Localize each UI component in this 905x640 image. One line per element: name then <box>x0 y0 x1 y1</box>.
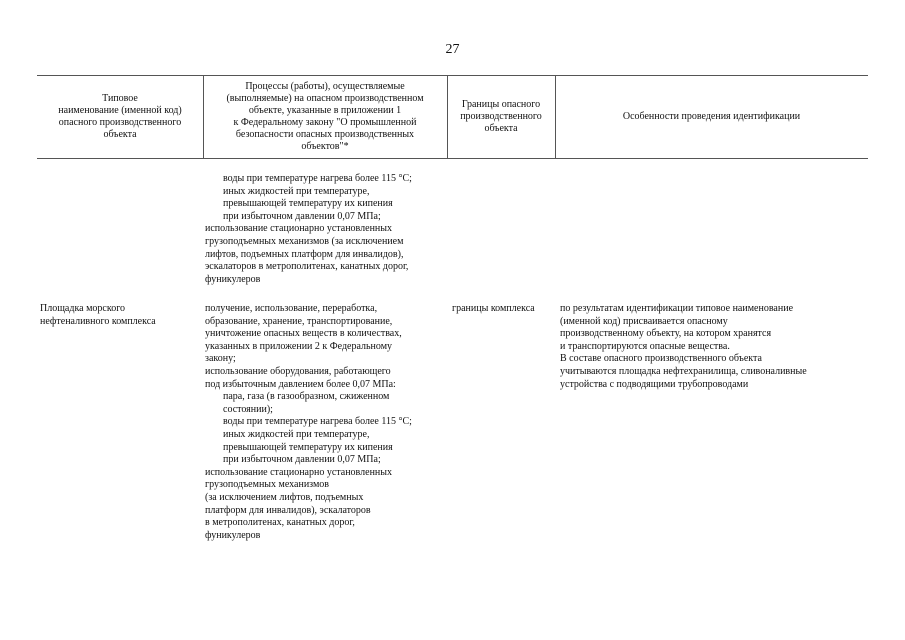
identification-features-cell <box>560 303 807 391</box>
text-line: безопасности опасных производственных <box>235 128 415 140</box>
text-line: устройства с подводящими трубопроводами <box>560 378 749 390</box>
processes-cell <box>205 303 412 542</box>
text-line: опасного производственного <box>58 116 182 128</box>
text-line: (именной код) присваивается опасному <box>560 315 728 327</box>
text-line: фуникулеров <box>205 273 261 285</box>
text-line: эскалаторов в метрополитенах, канатных дорог, <box>205 261 409 273</box>
header-identification-features <box>555 75 868 158</box>
text-line: объекте, указанные в приложении 1 <box>248 104 402 116</box>
text-line: при избыточном давлении 0,07 МПа; <box>223 454 381 466</box>
text-line: платформ для инвалидов), эскалаторов <box>205 504 371 516</box>
text-line: превышающей температуру их кипения <box>223 441 393 453</box>
text-line: и транспортируются опасные вещества. <box>560 340 730 352</box>
header-object-name <box>37 75 203 158</box>
text-line: объектов"* <box>301 140 349 152</box>
text-line: закону; <box>205 353 236 365</box>
continuation-processes <box>205 173 412 286</box>
table-header-bottom-rule <box>37 158 868 159</box>
page-number: 27 <box>445 42 460 57</box>
text-line: грузоподъемных механизмов <box>205 479 330 491</box>
text-line: объекта <box>103 128 137 140</box>
object-name-cell <box>40 303 156 328</box>
text-line: учитываются площадка нефтехранилища, сливоналивные <box>560 365 807 377</box>
text-line: образование, хранение, транспортирование, <box>205 315 393 327</box>
text-line: фуникулеров <box>205 529 261 541</box>
header-boundaries <box>447 75 555 158</box>
text-line: воды при температуре нагрева более 115 °C; <box>223 173 412 184</box>
text-line: Площадка морского <box>40 303 126 314</box>
text-line: превышающей температуру их кипения <box>223 198 393 210</box>
text-line: наименование (именной код) <box>58 104 182 116</box>
text-line: (выполняемые) на опасном производственном <box>226 92 424 104</box>
text-line: иных жидкостей при температуре, <box>223 185 370 197</box>
text-line: по результатам идентификации типовое наименование <box>560 303 794 314</box>
text-line: получение, использование, переработка, <box>205 303 378 314</box>
text-line: Особенности проведения идентификации <box>622 110 801 122</box>
text-line: уничтожение опасных веществ в количествах, <box>205 328 402 340</box>
text-line: Границы опасного <box>461 98 541 110</box>
text-line: (за исключением лифтов, подъемных <box>205 491 364 503</box>
text-line: использование стационарно установленных <box>205 223 392 235</box>
text-line: состоянии); <box>223 403 273 415</box>
text-line: Типовое <box>102 92 138 104</box>
text-line: В составе опасного производственного объекта <box>560 353 762 365</box>
text-line: производственного <box>460 110 542 122</box>
text-line: в метрополитенах, канатных дорог, <box>205 517 355 529</box>
text-line: иных жидкостей при температуре, <box>223 428 370 440</box>
text-line: под избыточным давлением более 0,07 МПа: <box>205 378 396 390</box>
text-line: воды при температуре нагрева более 115 °C; <box>223 416 412 428</box>
text-line: указанных в приложении 2 к Федеральному <box>205 340 393 352</box>
text-line: к Федеральному закону "О промышленной <box>233 116 417 128</box>
text-line: лифтов, подъемных платформ для инвалидов), <box>205 248 404 260</box>
text-line: границы комплекса <box>452 303 535 314</box>
text-line: объекта <box>484 122 518 134</box>
text-line: Процессы (работы), осуществляемые <box>245 80 405 92</box>
text-line: использование оборудования, работающего <box>205 365 391 377</box>
text-line: грузоподъемных механизмов (за исключением <box>205 235 404 247</box>
text-line: при избыточном давлении 0,07 МПа; <box>223 210 381 222</box>
header-processes <box>203 75 447 158</box>
text-line: пара, газа (в газообразном, сжиженном <box>223 391 390 403</box>
boundaries-cell <box>452 303 535 316</box>
text-line: производственному объекту, на котором хранятся <box>560 328 772 340</box>
text-line: нефтеналивного комплекса <box>40 315 156 327</box>
text-line: использование стационарно установленных <box>205 466 392 478</box>
